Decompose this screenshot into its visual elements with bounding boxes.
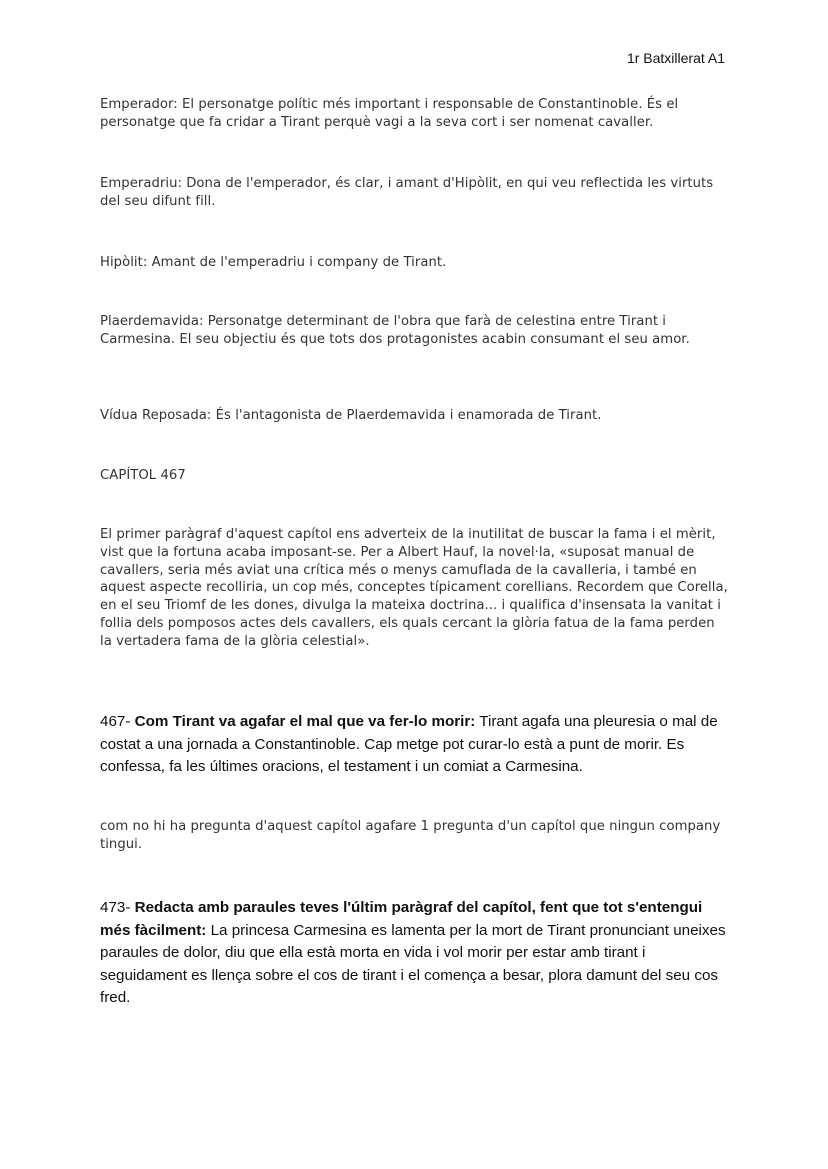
character-plaerdemavida: Plaerdemavida: Personatge determinant de l'obra que farà de celestina entre Tirant i Carmesina. El seu objectiu és que tots dos protagonistes acabin consumant el seu amor. xyxy=(100,314,690,347)
chapter-intro: El primer paràgraf d'aquest capítol ens adverteix de la inutilitat de buscar la fama i el mèrit, vist que la fortuna acaba imposant-se. Per a Albert Hauf, la novel·la, «suposat manual de cavallers, seria més aviat una crítica més o menys camuflada de la cavalleria, i també en aquest aspecte recolliria, un cop més, conceptes típicament corellians. Recordem que Corella, en el seu Triomf de les dones, divulga la mateixa doctrina... i qualifica d'insensata la vanitat i follia dels pomposos actes dels cavallers, els quals cercant la glòria fatua de la fama perden la vertadera fama de la glòria celestial». xyxy=(100,527,728,649)
header-class-label: 1r Batxillerat A1 xyxy=(626,50,725,66)
chapter-heading: CAPÍTOL 467 xyxy=(100,468,186,483)
section-473 xyxy=(100,897,730,1010)
section-473-body: La princesa Carmesina es lamenta per la mort de Tirant pronunciant uneixes paraules de dolor, diu que ella està morta en vida i vol morir per estar amb tirant i seguidament es llença sobre el cos de tirant i el comença a besar, plora damunt del seu cos fred. xyxy=(100,921,726,1006)
section-473-number: 473- xyxy=(100,899,131,916)
section-467-body: Tirant agafa una pleuresia o mal de costat a una jornada a Constantinoble. Cap metge pot curar-lo està a punt de morir. Es confessa, fa les últimes oracions, el testament i un comiat a Carmesina. xyxy=(100,713,718,775)
character-emperador: Emperador: El personatge polític més important i responsable de Constantinoble. És el personatge que fa cridar a Tirant perquè vagi a la seva cort i ser nomenat cavaller. xyxy=(100,97,679,130)
character-emperadriu: Emperadriu: Dona de l'emperador, és clar, i amant d'Hipòlit, en qui veu reflectida les virtuts del seu difunt fill. xyxy=(100,176,714,209)
section-467-number: 467- xyxy=(100,713,131,730)
section-473-title: Redacta amb paraules teves l'últim paràgraf del capítol, fent que tot s'entengui més fàcilment: xyxy=(100,899,703,939)
character-hipolit: Hipòlit: Amant de l'emperadriu i company de Tirant. xyxy=(100,255,447,270)
note: com no hi ha pregunta d'aquest capítol agafare 1 pregunta d'un capítol que ningun company tingui. xyxy=(100,819,721,852)
section-467 xyxy=(100,711,730,779)
character-vidua-reposada: Vídua Reposada: És l'antagonista de Plaerdemavida i enamorada de Tirant. xyxy=(100,408,602,423)
section-467-title: Com Tirant va agafar el mal que va fer-lo morir: xyxy=(134,713,476,730)
